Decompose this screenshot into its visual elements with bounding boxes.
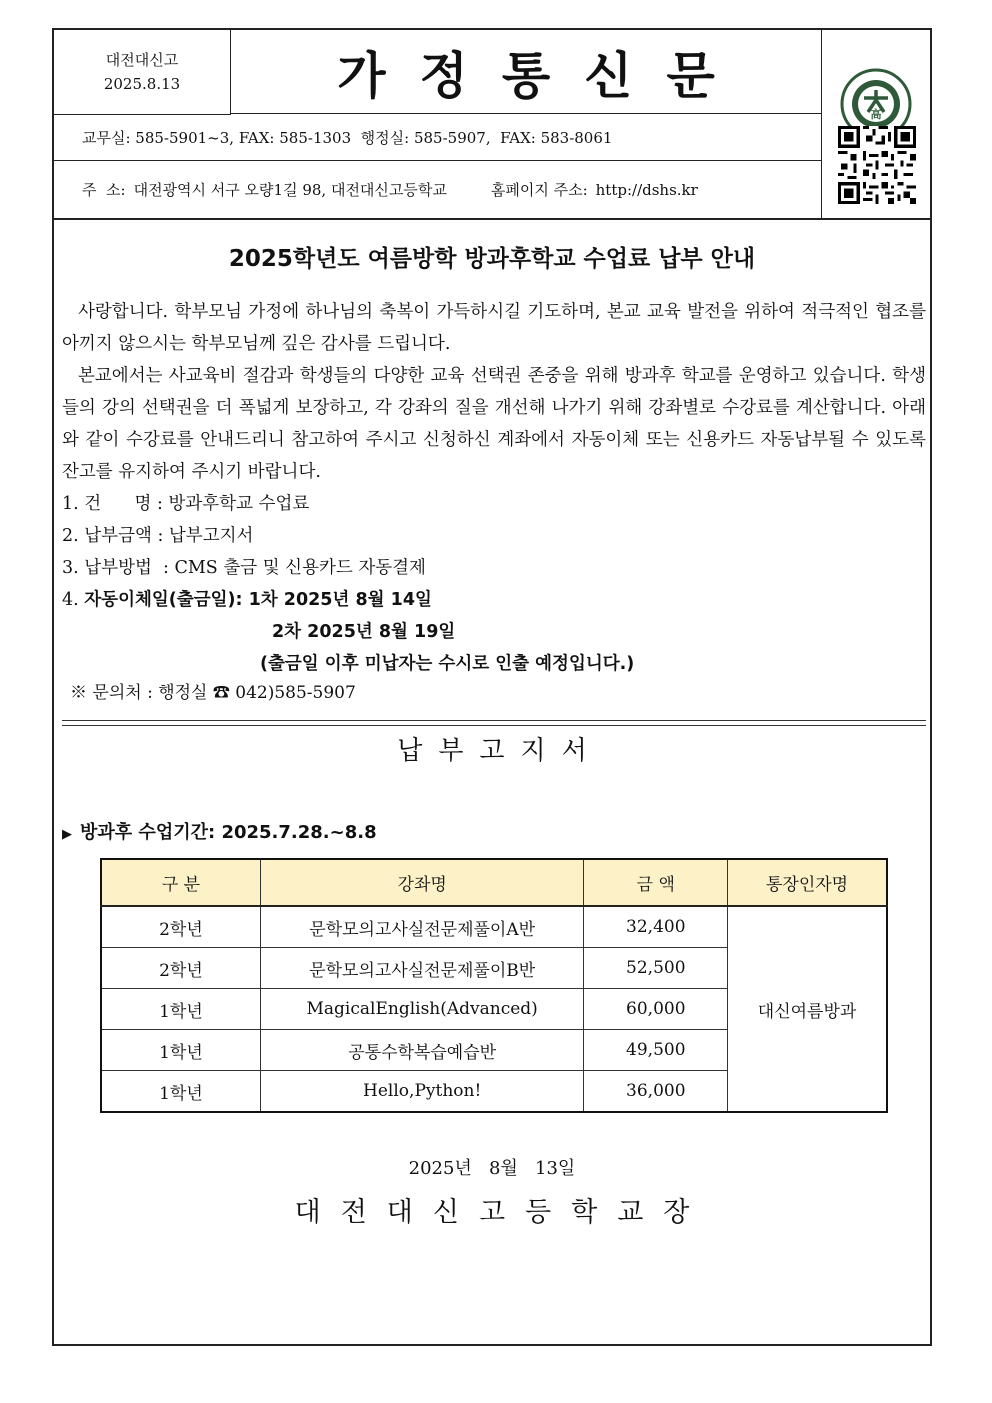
- notice-item-debit-date: [62, 584, 634, 616]
- notice-item-method: 3. 납부방법 : CMS 출금 및 신용카드 자동결제: [62, 558, 426, 578]
- emblem-char: 高: [870, 108, 882, 121]
- bill-title: 납부고지서: [397, 736, 603, 766]
- row-amount: 32,400: [584, 906, 728, 948]
- class-period-text: 방과후 수업기간: 2025.7.28.~8.8: [80, 822, 377, 843]
- letterhead: [54, 30, 930, 220]
- row-grade: 2학년: [101, 906, 260, 948]
- homepage-label: 홈페이지 주소:: [490, 181, 588, 199]
- col-header-payee: 통장인자명: [728, 859, 887, 906]
- section-divider: [62, 720, 926, 726]
- greeting-paragraph: 사랑합니다. 학부모님 가정에 하나님의 축복이 가득하시길 기도하며, 본교 교육 발전을 위하여 적극적인 협조를 아끼지 않으시는 학부모님께 깊은 감사를 드립니다.: [62, 302, 926, 354]
- debit-note: (출금일 이후 미납자는 수시로 인출 예정입니다.): [260, 654, 635, 674]
- row-amount: 49,500: [584, 1030, 728, 1071]
- row-course: 문학모의고사실전문제풀이A반: [260, 906, 584, 948]
- debit-date-second: 2차 2025년 8월 19일: [272, 622, 456, 642]
- fee-table: [100, 858, 888, 1113]
- row-amount: 36,000: [584, 1071, 728, 1113]
- issue-date: 2025.8.13: [103, 75, 181, 93]
- row-grade: 1학년: [101, 1071, 260, 1113]
- inquiry-contact: ※ 문의처 : 행정실 ☎ 042)585-5907: [70, 683, 356, 703]
- row-course: MagicalEnglish(Advanced): [260, 989, 584, 1030]
- row-grade: 1학년: [101, 1030, 260, 1071]
- table-row: [101, 906, 887, 948]
- col-header-course: 강좌명: [260, 859, 584, 906]
- principal-signature: 대전대신고등학교장: [294, 1197, 710, 1228]
- qr-code-icon[interactable]: [838, 126, 916, 204]
- address: 대전광역시 서구 오량1길 98, 대전대신고등학교: [133, 181, 447, 199]
- row-amount: 52,500: [584, 948, 728, 989]
- item4-label: 4.: [62, 590, 85, 610]
- homepage-link[interactable]: http://dshs.kr: [595, 180, 698, 199]
- contact-row: [54, 115, 821, 161]
- notice-item-subject: 1. 건 명 : 방과후학교 수업료: [62, 494, 310, 514]
- address-row: [54, 162, 821, 217]
- table-header-row: [101, 859, 887, 906]
- row-course: 문학모의고사실전문제풀이B반: [260, 948, 584, 989]
- triangle-bullet-icon: ▶: [62, 827, 72, 842]
- payee-name: 대신여름방과: [728, 906, 887, 1112]
- issue-date-footer: 2025년 8월 13일: [408, 1158, 576, 1179]
- row-grade: 2학년: [101, 948, 260, 989]
- col-header-category: 구 분: [101, 859, 260, 906]
- row-course: 공통수학복습예습반: [260, 1030, 584, 1071]
- notice-item-amount: 2. 납부금액 : 납부고지서: [62, 526, 254, 546]
- logo-cell: [821, 30, 931, 218]
- col-header-amount: 금 액: [584, 859, 728, 906]
- page-title: 가정통신문: [231, 30, 821, 114]
- row-amount: 60,000: [584, 989, 728, 1030]
- notice-title: 2025학년도 여름방학 방과후학교 수업료 납부 안내: [228, 246, 756, 272]
- address-label: 주 소:: [82, 181, 126, 199]
- school-date-box: [54, 30, 231, 115]
- notice-item-list: [62, 488, 634, 680]
- debit-date-first: 자동이체일(출금일): 1차 2025년 8월 14일: [84, 590, 432, 610]
- notice-frame: [52, 28, 932, 1346]
- row-grade: 1학년: [101, 989, 260, 1030]
- contact-numbers: 교무실: 585-5901~3, FAX: 585-1303 행정실: 585-5907, FAX: 583-8061: [82, 129, 613, 147]
- school-short-name: 대전대신고: [105, 51, 179, 69]
- class-period: [62, 818, 377, 844]
- row-course: Hello,Python!: [260, 1071, 584, 1113]
- intro-paragraph: 본교에서는 사교육비 절감과 학생들의 다양한 교육 선택권 존중을 위해 방과후 학교를 운영하고 있습니다. 학생들의 강의 선택권을 더 폭넓게 보장하고, 각 강좌의 질을 개선해 나가기 위해 강좌별로 수강료를 계산합니다. 아래와 같이 수강료를 안내드리니 참고하여 주시고 신청하신 계좌에서 자동이체 또는 신용카드 자동납부될 수 있도록 잔고를 유지하여 주시기 바랍니다.: [62, 366, 926, 482]
